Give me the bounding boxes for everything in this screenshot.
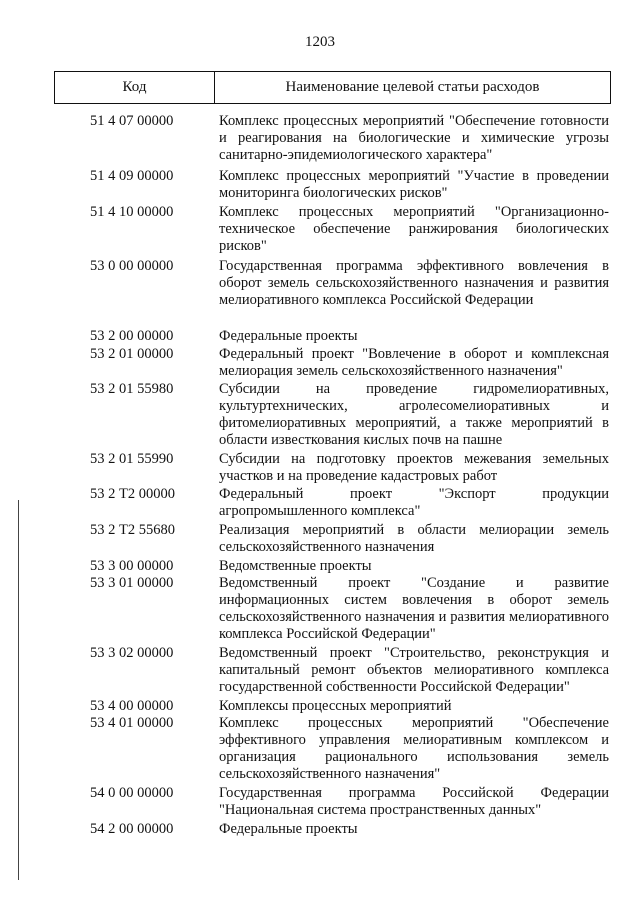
row-name: Ведомственный проект "Строительство, реконструкция и капитальный ремонт объектов мелиоративного комплекса государственной собственности Российской Федерации"	[219, 645, 609, 695]
row-code: 53 3 01 00000	[90, 575, 174, 591]
row-code: 51 4 07 00000	[90, 113, 174, 129]
row-name: Государственная программа эффективного вовлечения в оборот земель сельскохозяйственного назначения и развития мелиоративного комплекса Российской Федерации	[219, 258, 609, 308]
table-header	[54, 71, 611, 104]
table-row	[0, 486, 640, 522]
row-name: Субсидии на проведение гидромелиоративных, культуртехнических, агролесомелиоративных и фитомелиоративных мероприятий, а также мероприятий в области известкования кислых почв на пашне	[219, 381, 609, 448]
table-row	[0, 698, 640, 715]
table-row	[0, 645, 640, 698]
header-code: Код	[55, 72, 215, 103]
row-name: Комплекс процессных мероприятий "Обеспечение эффективного управления мелиоративным комплексом и организация рационального использования земель сельскохозяйственного назначения"	[219, 715, 609, 782]
row-code: 53 2 00 00000	[90, 328, 174, 344]
table-row	[0, 204, 640, 258]
row-code: 53 4 00 00000	[90, 698, 174, 714]
row-code: 53 4 01 00000	[90, 715, 174, 731]
row-code: 53 0 00 00000	[90, 258, 174, 274]
table-row	[0, 715, 640, 785]
table-row	[0, 821, 640, 839]
row-code: 53 3 02 00000	[90, 645, 174, 661]
row-name: Комплексы процессных мероприятий	[219, 698, 452, 714]
header-name: Наименование целевой статьи расходов	[285, 79, 540, 95]
table-row	[0, 168, 640, 204]
row-code: 53 2 01 55980	[90, 381, 174, 397]
row-name: Федеральные проекты	[219, 821, 358, 837]
table-row	[0, 381, 640, 451]
row-name: Комплекс процессных мероприятий "Организационно-техническое обеспечение ранжирования биологических рисков"	[219, 204, 609, 254]
row-code: 53 2 Т2 55680	[90, 522, 175, 538]
table-row	[0, 113, 640, 168]
row-code: 53 2 Т2 00000	[90, 486, 175, 502]
table-row	[0, 558, 640, 575]
row-name: Ведомственный проект "Создание и развитие информационных систем вовлечения в оборот земель сельскохозяйственного назначения и развития мелиоративного комплекса Российской Федерации"	[219, 575, 609, 642]
table-row	[0, 575, 640, 645]
row-name: Федеральные проекты	[219, 328, 358, 344]
table-row	[0, 785, 640, 821]
row-name: Федеральный проект "Экспорт продукции агропромышленного комплекса"	[219, 486, 609, 519]
row-code: 53 3 00 00000	[90, 558, 174, 574]
row-name: Ведомственные проекты	[219, 558, 372, 574]
row-code: 53 2 01 00000	[90, 346, 174, 362]
row-code: 54 0 00 00000	[90, 785, 174, 801]
row-code: 51 4 10 00000	[90, 204, 174, 220]
row-name: Государственная программа Российской Федерации "Национальная система пространственных данных"	[219, 785, 609, 818]
table-row	[0, 451, 640, 486]
scan-edge-line	[18, 500, 19, 880]
table-row	[0, 258, 640, 328]
row-name: Реализация мероприятий в области мелиорации земель сельскохозяйственного назначения	[219, 522, 609, 555]
table-row	[0, 522, 640, 558]
row-code: 51 4 09 00000	[90, 168, 174, 184]
row-name: Федеральный проект "Вовлечение в оборот и комплексная мелиорация земель сельскохозяйственного назначения"	[219, 346, 609, 379]
table-body	[0, 113, 640, 839]
row-code: 53 2 01 55990	[90, 451, 174, 467]
row-name: Комплекс процессных мероприятий "Обеспечение готовности и реагирования на биологические и химические угрозы санитарно-эпидемиологического характера"	[219, 113, 609, 163]
table-row	[0, 328, 640, 346]
page-number: 1203	[305, 34, 335, 50]
row-name: Комплекс процессных мероприятий "Участие в проведении мониторинга биологических рисков"	[219, 168, 609, 201]
table-row	[0, 346, 640, 381]
row-name: Субсидии на подготовку проектов межевания земельных участков и на проведение кадастровых работ	[219, 451, 609, 484]
row-code: 54 2 00 00000	[90, 821, 174, 837]
